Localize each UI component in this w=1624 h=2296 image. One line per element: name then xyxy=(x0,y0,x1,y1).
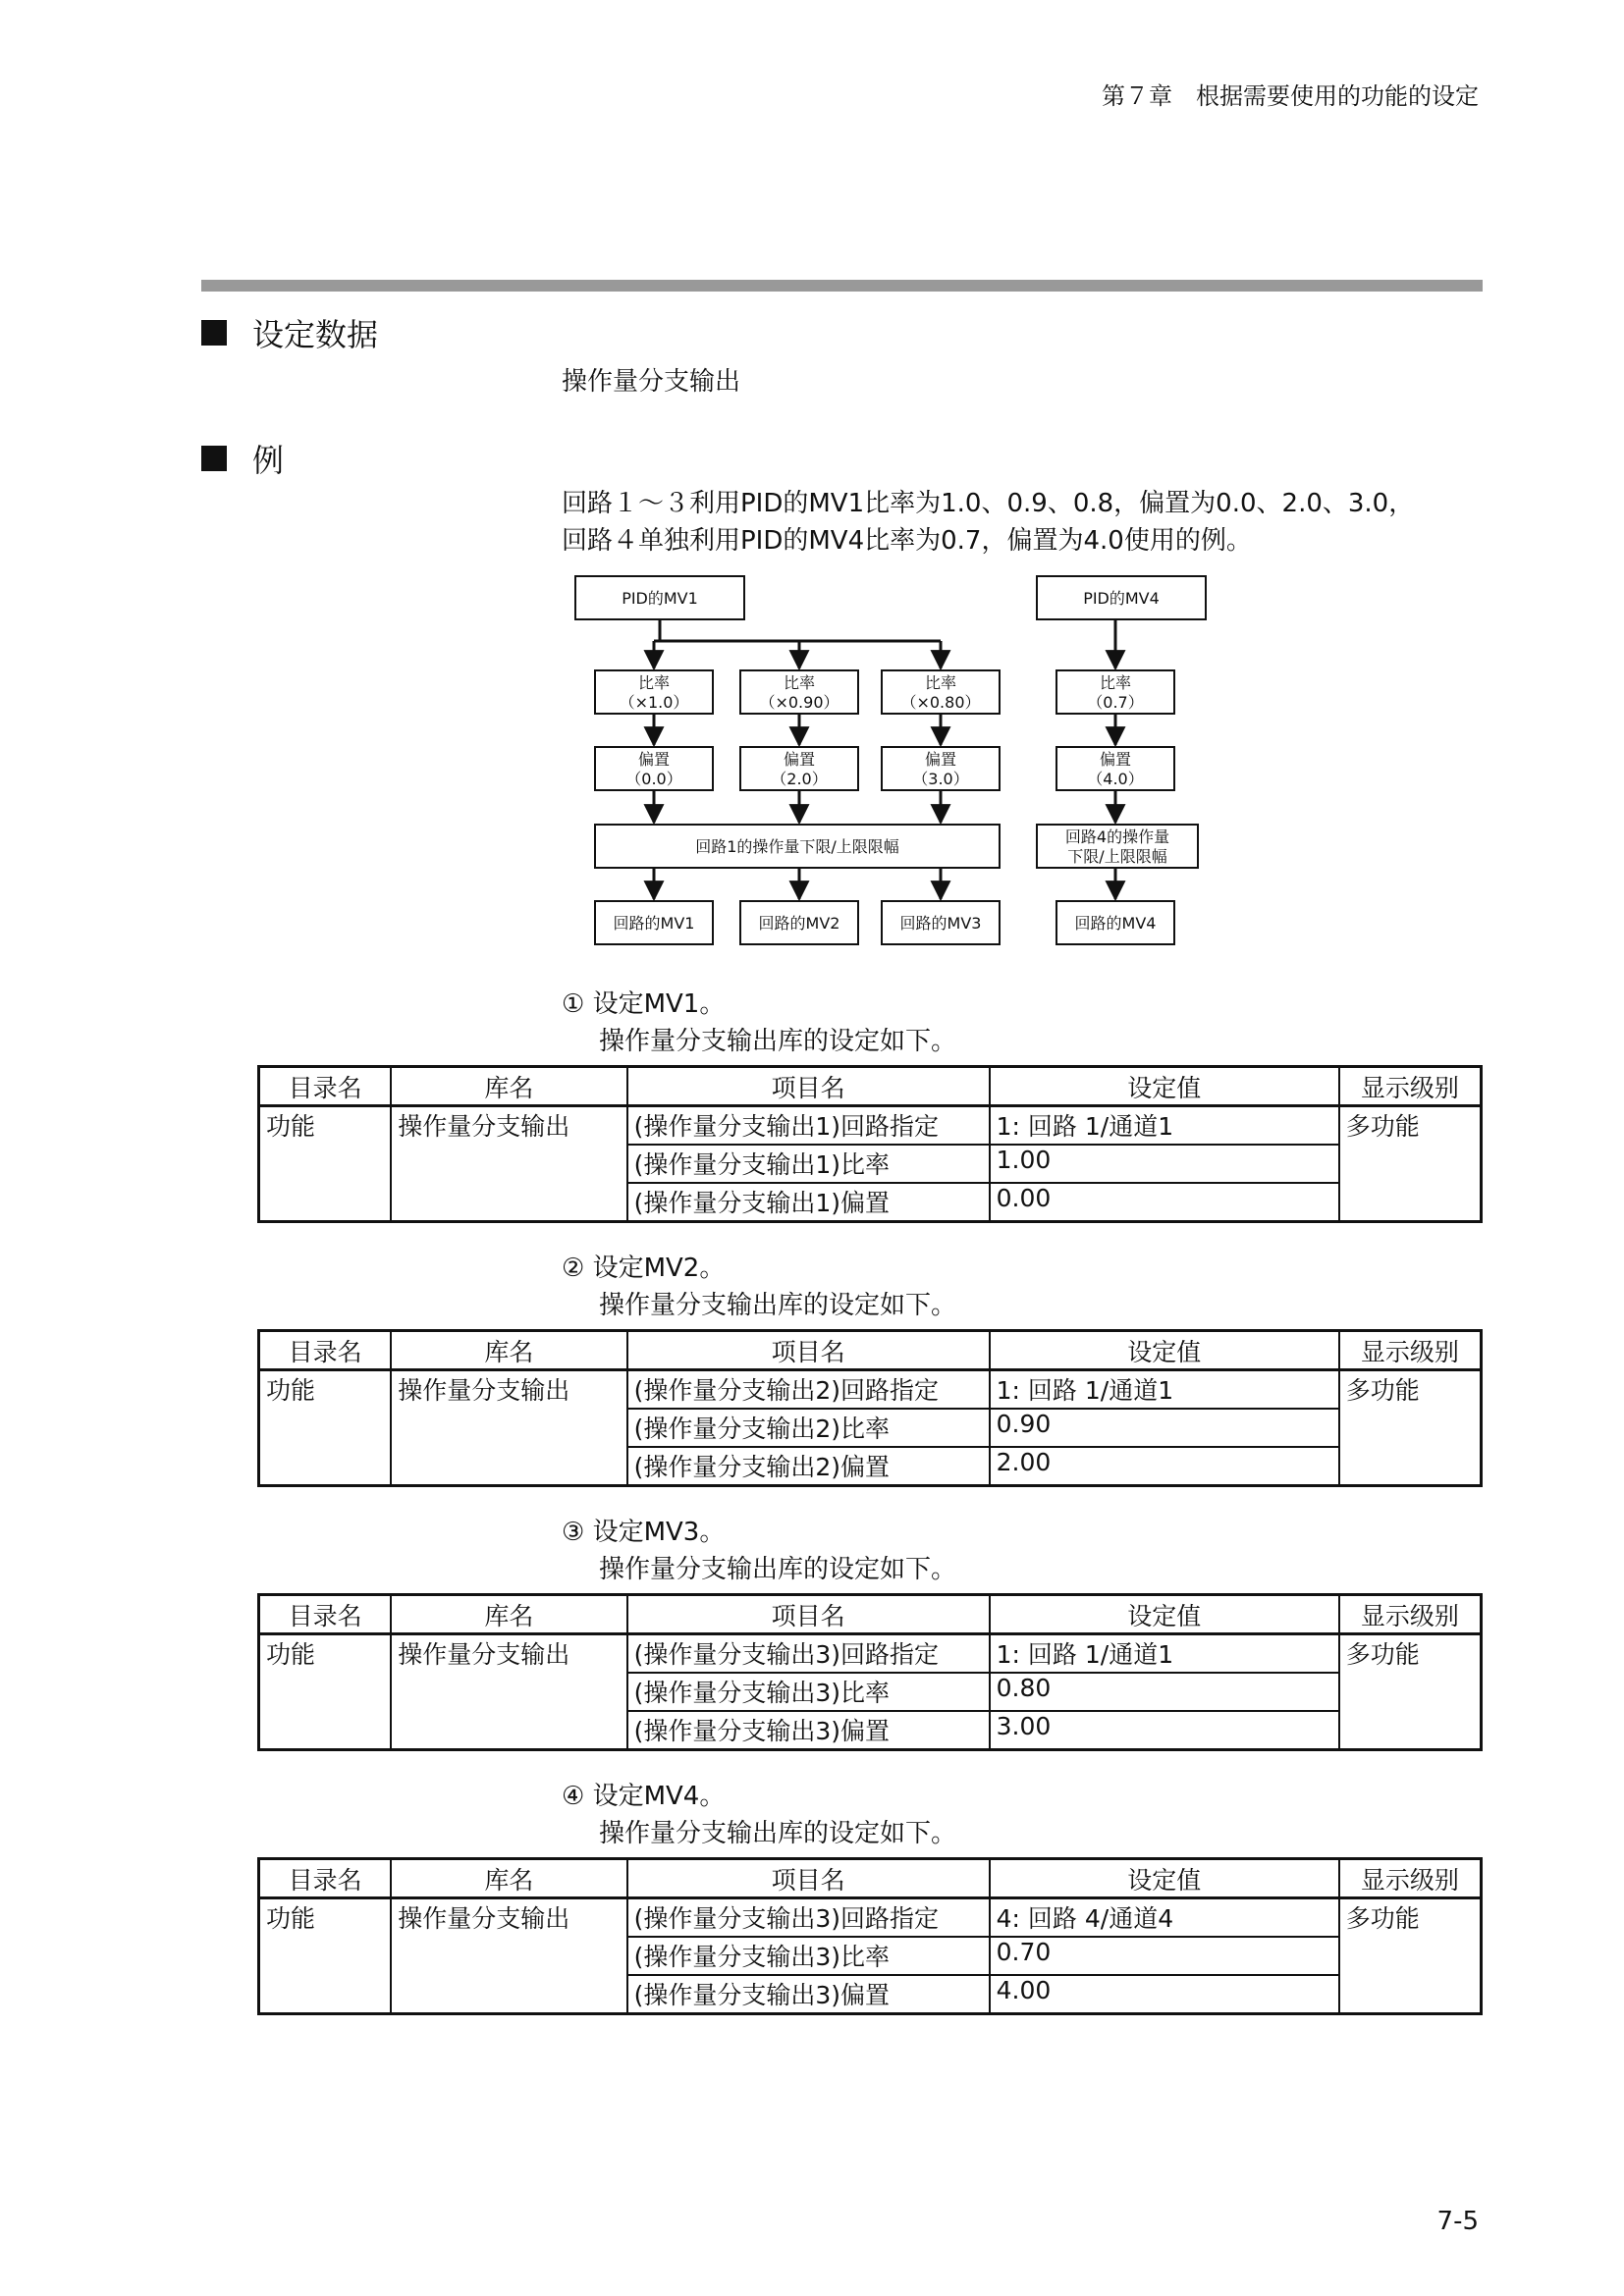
cell-item: (操作量分支输出2)比率 xyxy=(627,1409,990,1447)
section-example xyxy=(201,436,284,481)
header-dir: 目录名 xyxy=(259,1331,392,1370)
cell-item: (操作量分支输出2)偏置 xyxy=(627,1447,990,1486)
bias-label: 偏置 xyxy=(783,750,816,769)
ratio-label: 比率 xyxy=(924,673,957,692)
bias-value: （3.0） xyxy=(912,770,969,788)
step-2 xyxy=(562,1250,956,1324)
step-desc: 操作量分支输出库的设定如下。 xyxy=(599,1291,957,1320)
step-desc: 操作量分支输出库的设定如下。 xyxy=(599,1555,957,1584)
output-label: 回路的MV2 xyxy=(758,914,840,933)
example-line: 回路１～３利用PID的MV1比率为1.0、0.9、0.8，偏置为0.0、2.0、3.0， xyxy=(562,489,1415,518)
step-title: ④ 设定MV4。 xyxy=(562,1782,726,1811)
header-dir: 目录名 xyxy=(259,1595,392,1634)
cell-lib: 操作量分支输出 xyxy=(391,1370,626,1486)
output-label: 回路的MV4 xyxy=(1074,914,1157,933)
limit4-label: 下限/上限限幅 xyxy=(1067,847,1167,866)
bias-label: 偏置 xyxy=(637,750,671,769)
pid-mv1-label: PID的MV1 xyxy=(622,589,698,608)
flow-diagram xyxy=(571,574,1210,961)
bias-value: （4.0） xyxy=(1087,770,1144,788)
section-title: 例 xyxy=(252,442,285,479)
cell-value: 0.00 xyxy=(990,1183,1339,1222)
step-4 xyxy=(562,1778,956,1852)
header-level: 显示级别 xyxy=(1339,1067,1482,1106)
step-title: ③ 设定MV3。 xyxy=(562,1518,726,1547)
cell-item: (操作量分支输出1)回路指定 xyxy=(627,1106,990,1146)
cell-level: 多功能 xyxy=(1339,1106,1482,1222)
table-row xyxy=(259,1634,1482,1674)
limit4-label: 回路4的操作量 xyxy=(1064,828,1170,846)
cell-level: 多功能 xyxy=(1339,1370,1482,1486)
square-bullet-icon xyxy=(201,320,227,346)
ratio-value: （×0.80） xyxy=(900,693,981,712)
output-label: 回路的MV3 xyxy=(899,914,982,933)
cell-item: (操作量分支输出3)偏置 xyxy=(627,1711,990,1750)
section-settings xyxy=(201,310,378,355)
pid-mv4-label: PID的MV4 xyxy=(1083,589,1160,608)
cell-item: (操作量分支输出3)偏置 xyxy=(627,1975,990,2014)
section-title: 设定数据 xyxy=(252,316,379,353)
header-value: 设定值 xyxy=(990,1067,1339,1106)
cell-value: 0.70 xyxy=(990,1937,1339,1975)
cell-level: 多功能 xyxy=(1339,1634,1482,1750)
settings-table-4 xyxy=(257,1857,1483,2015)
cell-item: (操作量分支输出1)比率 xyxy=(627,1145,990,1183)
table-row xyxy=(259,1370,1482,1410)
step-title: ① 设定MV1。 xyxy=(562,989,726,1019)
header-level: 显示级别 xyxy=(1339,1331,1482,1370)
example-line: 回路４单独利用PID的MV4比率为0.7，偏置为4.0使用的例。 xyxy=(562,526,1252,556)
chapter-header: 第７章 根据需要使用的功能的设定 xyxy=(1102,82,1479,110)
cell-item: (操作量分支输出3)回路指定 xyxy=(627,1634,990,1674)
header-item: 项目名 xyxy=(627,1331,990,1370)
header-value: 设定值 xyxy=(990,1331,1339,1370)
header-level: 显示级别 xyxy=(1339,1595,1482,1634)
header-lib: 库名 xyxy=(391,1331,626,1370)
example-paragraph xyxy=(562,485,1414,560)
ratio-label: 比率 xyxy=(1099,673,1132,692)
bias-value: （0.0） xyxy=(625,770,682,788)
ratio-value: （0.7） xyxy=(1087,693,1144,712)
header-value: 设定值 xyxy=(990,1859,1339,1898)
cell-value: 1: 回路 1/通道1 xyxy=(990,1106,1339,1146)
header-value: 设定值 xyxy=(990,1595,1339,1634)
step-desc: 操作量分支输出库的设定如下。 xyxy=(599,1027,957,1056)
step-title: ② 设定MV2。 xyxy=(562,1254,726,1283)
cell-lib: 操作量分支输出 xyxy=(391,1106,626,1222)
settings-table-3 xyxy=(257,1593,1483,1751)
ratio-label: 比率 xyxy=(637,673,671,692)
cell-item: (操作量分支输出2)回路指定 xyxy=(627,1370,990,1410)
header-item: 项目名 xyxy=(627,1067,990,1106)
settings-table-1 xyxy=(257,1065,1483,1223)
cell-dir: 功能 xyxy=(259,1634,392,1750)
cell-dir: 功能 xyxy=(259,1106,392,1222)
header-item: 项目名 xyxy=(627,1595,990,1634)
header-dir: 目录名 xyxy=(259,1859,392,1898)
cell-dir: 功能 xyxy=(259,1370,392,1486)
limit1-label: 回路1的操作量下限/上限限幅 xyxy=(695,837,899,856)
cell-lib: 操作量分支输出 xyxy=(391,1634,626,1750)
page-number: 7-5 xyxy=(1436,2207,1479,2236)
step-3 xyxy=(562,1514,956,1588)
cell-value: 1.00 xyxy=(990,1145,1339,1183)
table-row xyxy=(259,1106,1482,1146)
settings-subtitle: 操作量分支输出 xyxy=(562,367,741,397)
ratio-value: （×0.90） xyxy=(759,693,839,712)
ratio-value: （×1.0） xyxy=(619,693,689,712)
cell-value: 4: 回路 4/通道4 xyxy=(990,1898,1339,1938)
bias-value: （2.0） xyxy=(771,770,828,788)
section-divider xyxy=(201,280,1483,292)
cell-item: (操作量分支输出3)比率 xyxy=(627,1937,990,1975)
output-label: 回路的MV1 xyxy=(613,914,695,933)
step-1 xyxy=(562,986,956,1060)
cell-value: 0.80 xyxy=(990,1673,1339,1711)
cell-item: (操作量分支输出3)回路指定 xyxy=(627,1898,990,1938)
cell-value: 2.00 xyxy=(990,1447,1339,1486)
cell-dir: 功能 xyxy=(259,1898,392,2014)
settings-table-2 xyxy=(257,1329,1483,1487)
cell-value: 1: 回路 1/通道1 xyxy=(990,1634,1339,1674)
ratio-label: 比率 xyxy=(783,673,816,692)
cell-item: (操作量分支输出3)比率 xyxy=(627,1673,990,1711)
square-bullet-icon xyxy=(201,446,227,471)
cell-value: 0.90 xyxy=(990,1409,1339,1447)
cell-item: (操作量分支输出1)偏置 xyxy=(627,1183,990,1222)
bias-label: 偏置 xyxy=(1099,750,1132,769)
header-dir: 目录名 xyxy=(259,1067,392,1106)
step-desc: 操作量分支输出库的设定如下。 xyxy=(599,1819,957,1848)
header-lib: 库名 xyxy=(391,1595,626,1634)
table-row xyxy=(259,1898,1482,1938)
header-lib: 库名 xyxy=(391,1859,626,1898)
cell-value: 3.00 xyxy=(990,1711,1339,1750)
bias-label: 偏置 xyxy=(924,750,957,769)
cell-level: 多功能 xyxy=(1339,1898,1482,2014)
header-item: 项目名 xyxy=(627,1859,990,1898)
cell-lib: 操作量分支输出 xyxy=(391,1898,626,2014)
cell-value: 4.00 xyxy=(990,1975,1339,2014)
header-level: 显示级别 xyxy=(1339,1859,1482,1898)
header-lib: 库名 xyxy=(391,1067,626,1106)
cell-value: 1: 回路 1/通道1 xyxy=(990,1370,1339,1410)
